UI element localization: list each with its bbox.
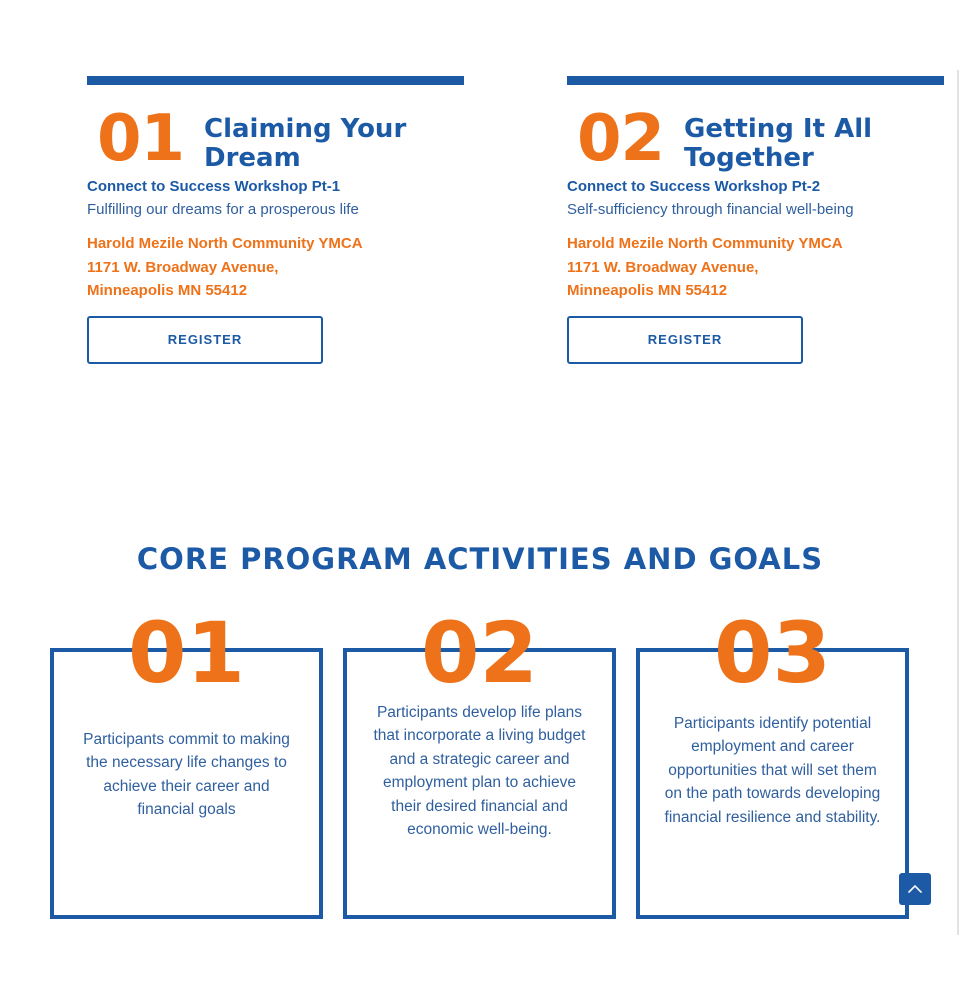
workshop-city: Minneapolis MN 55412 <box>87 282 248 299</box>
workshop-title <box>684 115 872 173</box>
workshop-title-line2: Together <box>684 143 814 173</box>
goal-card-1 <box>50 604 323 919</box>
workshop-title <box>204 115 406 173</box>
chevron-up-icon <box>907 881 923 897</box>
workshop-header <box>567 85 944 176</box>
goal-card-2 <box>343 604 616 919</box>
workshop-title-line2: Dream <box>204 143 301 173</box>
goal-card-3 <box>636 604 909 919</box>
workshop-title-line1: Getting It All <box>684 114 873 144</box>
goal-text: Participants identify potential employment and career opportunities that will set them on the path towards developing financial resilience and stability. <box>664 715 881 826</box>
workshop-number: 02 <box>577 102 665 176</box>
workshop-venue: Harold Mezile North Community YMCA <box>567 235 843 252</box>
workshop-number: 01 <box>97 102 185 176</box>
workshop-top-bar <box>87 76 464 85</box>
register-button-2[interactable]: REGISTER <box>567 316 803 364</box>
workshop-card-2 <box>567 76 944 364</box>
workshop-subtitle: Connect to Success Workshop Pt-2 <box>567 178 821 195</box>
register-button-1[interactable]: REGISTER <box>87 316 323 364</box>
goal-text: Participants commit to making the necessary life changes to achieve their career and financial goals <box>83 731 290 819</box>
workshop-description: Self-sufficiency through financial well-being <box>567 201 854 218</box>
core-section-title: CORE PROGRAM ACTIVITIES AND GOALS <box>136 542 824 576</box>
workshop-address <box>567 232 944 303</box>
workshop-card-1 <box>87 76 464 364</box>
page-edge-divider <box>957 70 959 935</box>
workshop-subtitle: Connect to Success Workshop Pt-1 <box>87 178 341 195</box>
workshop-venue: Harold Mezile North Community YMCA <box>87 235 363 252</box>
goal-text: Participants develop life plans that incorporate a living budget and a strategic career and employment plan to achieve their desired financial and economic well-being. <box>373 704 586 839</box>
scroll-to-top-button[interactable] <box>899 873 931 905</box>
workshop-top-bar <box>567 76 944 85</box>
goal-number: 01 <box>128 604 245 702</box>
workshop-street: 1171 W. Broadway Avenue, <box>87 258 279 276</box>
workshop-city: Minneapolis MN 55412 <box>567 282 728 299</box>
workshop-description: Fulfilling our dreams for a prosperous life <box>87 201 359 218</box>
workshop-title-line1: Claiming Your <box>204 114 407 144</box>
workshop-header <box>87 85 464 176</box>
workshop-street: 1171 W. Broadway Avenue, <box>567 258 759 276</box>
goal-number: 03 <box>714 604 831 702</box>
workshop-address <box>87 232 464 303</box>
goal-number: 02 <box>421 604 538 702</box>
